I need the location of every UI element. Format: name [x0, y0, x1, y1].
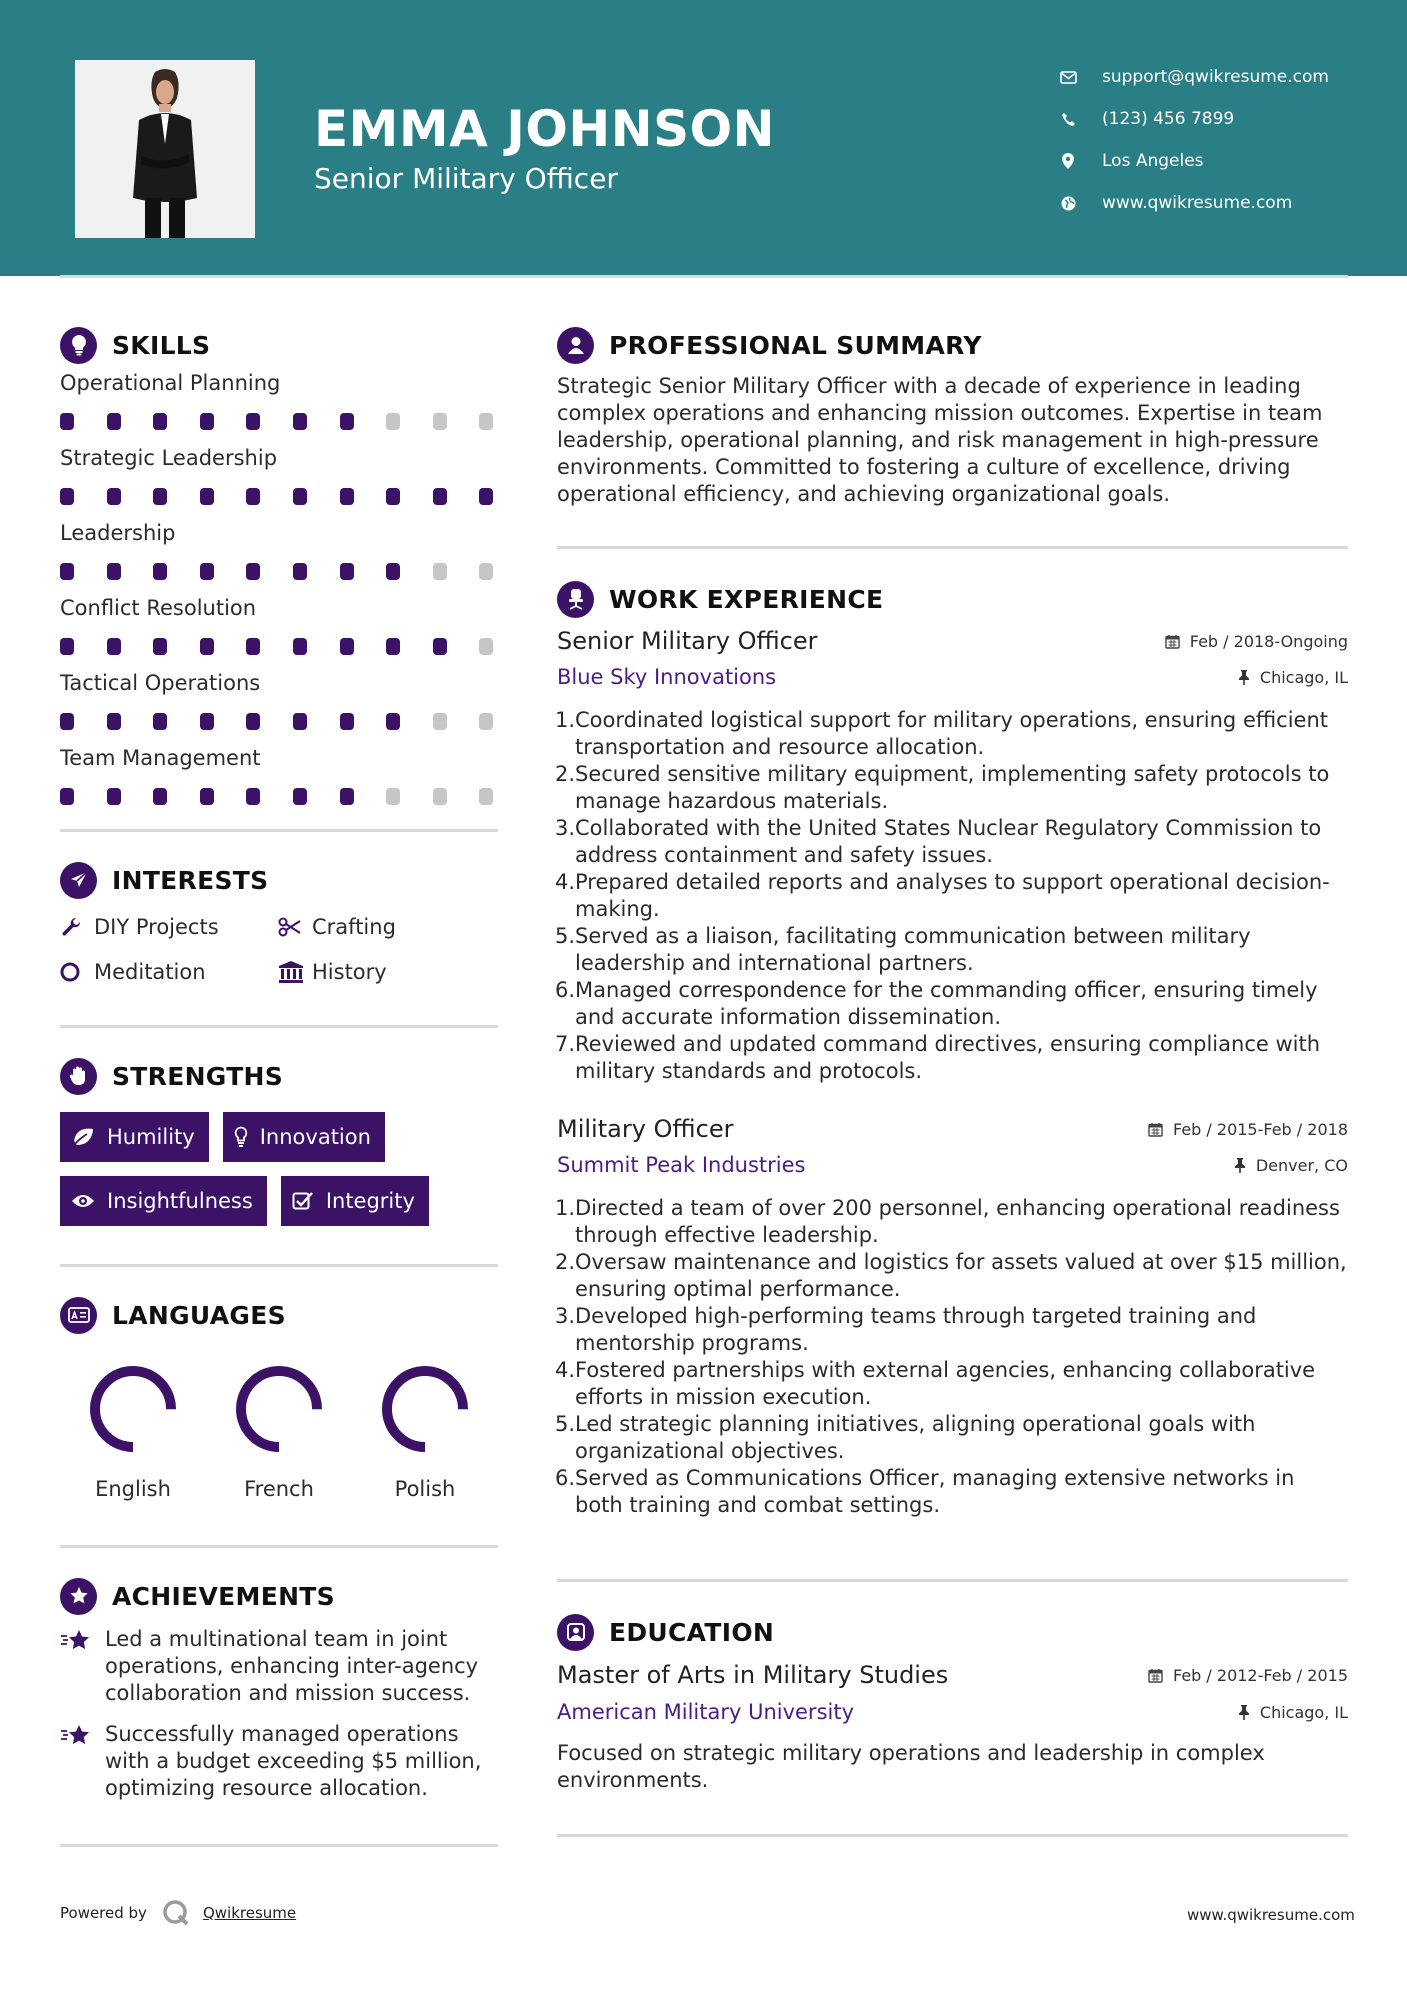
achievements-section	[60, 1574, 498, 1802]
strength-tag	[281, 1176, 429, 1226]
summary-text: Strategic Senior Military Officer with a decade of experience in leading complex operations and enhancing mission outcomes. Expertise in team leadership, operational planning, and risk management in high-pressure environments. Committed to fostering a culture of excellence, driving operational efficiency, and achieving organizational goals.	[557, 374, 1323, 506]
skill-dot-filled	[246, 788, 260, 805]
skill-dot-filled	[107, 488, 121, 505]
skill-dot-filled	[200, 638, 214, 655]
strength-tag	[60, 1176, 267, 1226]
interest-label: DIY Projects	[94, 915, 219, 939]
skill-dot-filled	[200, 563, 214, 580]
calendar-icon	[1148, 1668, 1163, 1683]
skill-dot-filled	[200, 413, 214, 430]
envelope-icon	[1050, 71, 1086, 84]
experience-section	[557, 577, 1348, 1519]
language-level-ring	[377, 1361, 473, 1457]
interest-item	[278, 912, 498, 942]
office-chair-icon	[557, 581, 594, 618]
contact-location	[1050, 140, 1329, 182]
strength-label: Insightfulness	[107, 1189, 253, 1213]
skill-dot-filled	[293, 788, 307, 805]
language-item	[60, 1361, 206, 1501]
skill-dot-filled	[200, 488, 214, 505]
skills-section	[60, 323, 498, 817]
duty-item: Served as a liaison, facilitating communication between military leadership and international partners.	[575, 924, 1251, 975]
skill-dot-filled	[153, 563, 167, 580]
interest-label: History	[312, 960, 387, 984]
skill-dot-filled	[293, 413, 307, 430]
interests-title: INTERESTS	[112, 865, 269, 895]
interest-label: Meditation	[94, 960, 206, 984]
duty-item: Collaborated with the United States Nuclear Regulatory Commission to address containment and safety issues.	[575, 816, 1322, 867]
skill-dot-empty	[433, 563, 447, 580]
skill-dot-filled	[340, 563, 354, 580]
duty-item: Managed correspondence for the commanding officer, ensuring timely and accurate information dissemination.	[575, 978, 1318, 1029]
education-section	[557, 1610, 1348, 1794]
summary-header	[557, 323, 1348, 367]
skill-dot-filled	[340, 788, 354, 805]
skill-rating	[60, 472, 498, 517]
section-divider	[557, 546, 1348, 549]
lightbulb-icon	[60, 327, 97, 364]
strengths-tags	[60, 1112, 498, 1226]
calendar-icon	[1148, 1122, 1163, 1137]
achievement-item	[60, 1626, 498, 1707]
contact-list	[1050, 56, 1329, 224]
duty-item: Prepared detailed reports and analyses to support operational decision-making.	[575, 870, 1330, 921]
job-duties	[557, 707, 1348, 1085]
summary-title: PROFESSIONAL SUMMARY	[609, 330, 982, 360]
skill-dot-filled	[153, 488, 167, 505]
duty-item: Reviewed and updated command directives, ensuring compliance with military standards and protocols.	[575, 1032, 1321, 1083]
wrench-icon	[60, 916, 94, 938]
languages-header	[60, 1293, 498, 1337]
skill-dot-filled	[433, 488, 447, 505]
education-header	[557, 1610, 1348, 1654]
user-icon	[557, 327, 594, 364]
skill-rating	[60, 772, 498, 817]
star-icon	[60, 1721, 105, 1802]
skill-dot-empty	[433, 413, 447, 430]
section-divider	[60, 1545, 498, 1548]
section-divider	[557, 1834, 1348, 1837]
candidate-role: Senior Military Officer	[314, 162, 618, 195]
skills-list	[60, 369, 498, 817]
header-divider	[60, 275, 1348, 278]
leaf-icon	[71, 1127, 95, 1147]
check-square-icon	[292, 1191, 314, 1211]
institution-icon	[278, 960, 312, 984]
skill-dot-empty	[386, 413, 400, 430]
skill-dot-filled	[107, 563, 121, 580]
star-badge-icon	[60, 1578, 97, 1615]
job-company-row	[557, 1147, 1348, 1183]
duty-item: Served as Communications Officer, managing extensive networks in both training and combat settings.	[575, 1466, 1295, 1517]
circle-icon	[60, 961, 94, 983]
strengths-section	[60, 1054, 498, 1226]
skill-dot-filled	[153, 638, 167, 655]
lightbulb-icon	[234, 1126, 248, 1148]
skill-dot-filled	[293, 638, 307, 655]
skill-dot-filled	[340, 638, 354, 655]
skill-dot-filled	[246, 488, 260, 505]
contact-website-text: www.qwikresume.com	[1102, 193, 1293, 213]
job-duties	[557, 1195, 1348, 1519]
skill-rating	[60, 397, 498, 442]
interest-item	[278, 957, 498, 987]
languages-list	[60, 1361, 498, 1501]
skill-dot-filled	[293, 563, 307, 580]
interests-header	[60, 858, 498, 902]
job-dates-text: Feb / 2015-Feb / 2018	[1173, 1119, 1348, 1139]
contact-email-text: support@qwikresume.com	[1102, 67, 1329, 87]
school-name: American Military University	[557, 1700, 855, 1724]
achievement-text: Led a multinational team in joint operations, enhancing inter-agency collaboration and mission success.	[105, 1627, 479, 1705]
section-divider	[60, 1264, 498, 1267]
experience-header	[557, 577, 1348, 621]
hand-icon	[60, 1058, 97, 1095]
skill-dot-filled	[246, 638, 260, 655]
skill-dot-empty	[386, 788, 400, 805]
skills-title: SKILLS	[112, 330, 211, 360]
phone-icon	[1050, 112, 1086, 127]
skill-dot-filled	[153, 788, 167, 805]
company-name: Summit Peak Industries	[557, 1153, 806, 1177]
language-level-ring	[85, 1361, 181, 1457]
interest-item	[60, 957, 278, 987]
degree-row	[557, 1656, 1348, 1694]
degree-name: Master of Arts in Military Studies	[557, 1661, 949, 1689]
right-column	[557, 320, 1348, 1837]
skill-dot-filled	[293, 713, 307, 730]
skill-dot-empty	[433, 788, 447, 805]
strength-tag	[223, 1112, 385, 1162]
skill-dot-filled	[246, 563, 260, 580]
resume-header	[0, 0, 1407, 276]
skill-dot-empty	[479, 713, 493, 730]
globe-icon	[1050, 196, 1086, 211]
map-pin-icon	[1050, 153, 1086, 169]
skill-dot-filled	[386, 563, 400, 580]
footer-website[interactable]: www.qwikresume.com	[1187, 1906, 1355, 1924]
language-label: Polish	[394, 1477, 456, 1501]
profile-photo	[75, 60, 255, 238]
candidate-name: EMMA JOHNSON	[314, 100, 775, 158]
skill-dot-filled	[200, 713, 214, 730]
education-dates-text: Feb / 2012-Feb / 2015	[1173, 1665, 1348, 1685]
skill-dot-filled	[386, 713, 400, 730]
language-level-arc	[95, 1371, 171, 1447]
summary-section	[557, 323, 1348, 508]
skill-dot-filled	[107, 413, 121, 430]
strength-label: Innovation	[259, 1125, 371, 1149]
achievement-item	[60, 1721, 498, 1802]
job-title-row	[557, 623, 1348, 659]
language-level-ring	[231, 1361, 327, 1457]
skill-dot-filled	[60, 488, 74, 505]
language-level-arc	[387, 1371, 463, 1447]
contact-phone-text: (123) 456 7899	[1102, 109, 1235, 129]
company-name: Blue Sky Innovations	[557, 665, 777, 689]
skill-name: Strategic Leadership	[60, 446, 278, 470]
skill-dot-filled	[60, 563, 74, 580]
interests-list	[60, 912, 498, 987]
skill-dot-empty	[479, 563, 493, 580]
skill-dot-filled	[153, 713, 167, 730]
skill-name: Leadership	[60, 521, 176, 545]
skill-dot-filled	[293, 488, 307, 505]
education-location	[1238, 1703, 1348, 1722]
skill-dot-filled	[340, 488, 354, 505]
skill-dot-filled	[246, 713, 260, 730]
job-location-text: Chicago, IL	[1259, 667, 1348, 687]
strengths-title: STRENGTHS	[112, 1061, 284, 1091]
strengths-header	[60, 1054, 498, 1098]
star-icon	[60, 1626, 105, 1707]
skill-dot-filled	[246, 413, 260, 430]
language-label: English	[95, 1477, 171, 1501]
skill-dot-empty	[433, 713, 447, 730]
skill-dot-empty	[479, 638, 493, 655]
skill-dot-filled	[60, 713, 74, 730]
skill-dot-filled	[386, 488, 400, 505]
language-level-arc	[241, 1371, 317, 1447]
duty-item: Led strategic planning initiatives, aligning operational goals with organizational objectives.	[575, 1412, 1256, 1463]
left-column	[60, 320, 498, 1847]
strength-tag	[60, 1112, 209, 1162]
job-company-row	[557, 659, 1348, 695]
job-entry	[557, 623, 1348, 1085]
eye-icon	[71, 1193, 95, 1209]
pushpin-icon	[1234, 1157, 1246, 1173]
calendar-icon	[1165, 634, 1180, 649]
skill-rating	[60, 547, 498, 592]
skill-dot-filled	[153, 413, 167, 430]
job-title-row	[557, 1111, 1348, 1147]
footer-powered-by	[60, 1898, 296, 1928]
skill-dot-filled	[200, 788, 214, 805]
skill-name: Team Management	[60, 746, 261, 770]
section-divider	[60, 1844, 498, 1847]
skill-dot-filled	[107, 788, 121, 805]
section-divider	[557, 1579, 1348, 1582]
duty-item: Developed high-performing teams through targeted training and mentorship programs.	[575, 1304, 1257, 1355]
job-location	[1238, 668, 1348, 687]
job-title: Military Officer	[557, 1115, 734, 1143]
skill-dot-filled	[60, 413, 74, 430]
contact-website[interactable]	[1050, 182, 1329, 224]
duty-item: Fostered partnerships with external agencies, enhancing collaborative efforts in mission execution.	[575, 1358, 1316, 1409]
languages-title: LANGUAGES	[112, 1300, 286, 1330]
skill-dot-filled	[107, 713, 121, 730]
strength-label: Humility	[107, 1125, 195, 1149]
contact-email[interactable]	[1050, 56, 1329, 98]
skill-dot-filled	[433, 638, 447, 655]
duty-item: Directed a team of over 200 personnel, enhancing operational readiness through effective leadership.	[575, 1196, 1340, 1247]
education-description: Focused on strategic military operations and leadership in complex environments.	[557, 1741, 1265, 1792]
duty-item: Secured sensitive military equipment, implementing safety protocols to manage hazardous materials.	[575, 762, 1330, 813]
contact-location-text: Los Angeles	[1102, 151, 1204, 171]
pushpin-icon	[1238, 669, 1250, 685]
pushpin-icon	[1238, 1704, 1250, 1720]
skill-name: Conflict Resolution	[60, 596, 257, 620]
interests-section	[60, 858, 498, 987]
skill-dot-filled	[386, 638, 400, 655]
skills-header	[60, 323, 498, 367]
education-location-text: Chicago, IL	[1259, 1702, 1348, 1722]
language-label: French	[244, 1477, 314, 1501]
graduate-icon	[557, 1614, 594, 1651]
duty-item: Coordinated logistical support for military operations, ensuring efficient transportation and resource allocation.	[575, 708, 1329, 759]
job-dates	[1165, 632, 1348, 651]
education-title: EDUCATION	[609, 1617, 775, 1647]
education-dates	[1148, 1666, 1348, 1685]
achievements-title: ACHIEVEMENTS	[112, 1581, 335, 1611]
skill-dot-filled	[340, 713, 354, 730]
skill-dot-empty	[479, 788, 493, 805]
section-divider	[60, 829, 498, 832]
scissors-icon	[278, 917, 312, 937]
achievement-text: Successfully managed operations with a budget exceeding $5 million, optimizing resource allocation.	[105, 1722, 482, 1800]
language-item	[352, 1361, 498, 1501]
section-divider	[60, 1025, 498, 1028]
interest-label: Crafting	[312, 915, 396, 939]
skill-dot-empty	[479, 413, 493, 430]
powered-by-label: Powered by	[60, 1904, 147, 1922]
skill-rating	[60, 622, 498, 667]
contact-phone[interactable]	[1050, 98, 1329, 140]
job-location	[1234, 1156, 1348, 1175]
skill-dot-filled	[340, 413, 354, 430]
skill-name: Operational Planning	[60, 371, 281, 395]
skill-dot-filled	[60, 638, 74, 655]
skill-dot-filled	[479, 488, 493, 505]
id-card-icon	[60, 1297, 97, 1334]
skill-rating	[60, 697, 498, 742]
paper-plane-icon	[60, 862, 97, 899]
brand-link[interactable]: Qwikresume	[202, 1904, 297, 1922]
strength-label: Integrity	[325, 1189, 415, 1213]
qwikresume-logo-icon	[161, 1898, 191, 1928]
skill-name: Tactical Operations	[60, 671, 261, 695]
job-location-text: Denver, CO	[1255, 1155, 1348, 1175]
job-dates	[1148, 1120, 1348, 1139]
languages-section	[60, 1293, 498, 1501]
job-entry	[557, 1111, 1348, 1519]
skill-dot-filled	[60, 788, 74, 805]
duty-item: Oversaw maintenance and logistics for assets valued at over $15 million, ensuring optimal performance.	[575, 1250, 1347, 1301]
job-title: Senior Military Officer	[557, 627, 818, 655]
achievements-header	[60, 1574, 498, 1618]
language-item	[206, 1361, 352, 1501]
skill-dot-filled	[107, 638, 121, 655]
interest-item	[60, 912, 278, 942]
school-row	[557, 1694, 1348, 1730]
job-dates-text: Feb / 2018-Ongoing	[1189, 631, 1348, 651]
experience-title: WORK EXPERIENCE	[609, 584, 884, 614]
